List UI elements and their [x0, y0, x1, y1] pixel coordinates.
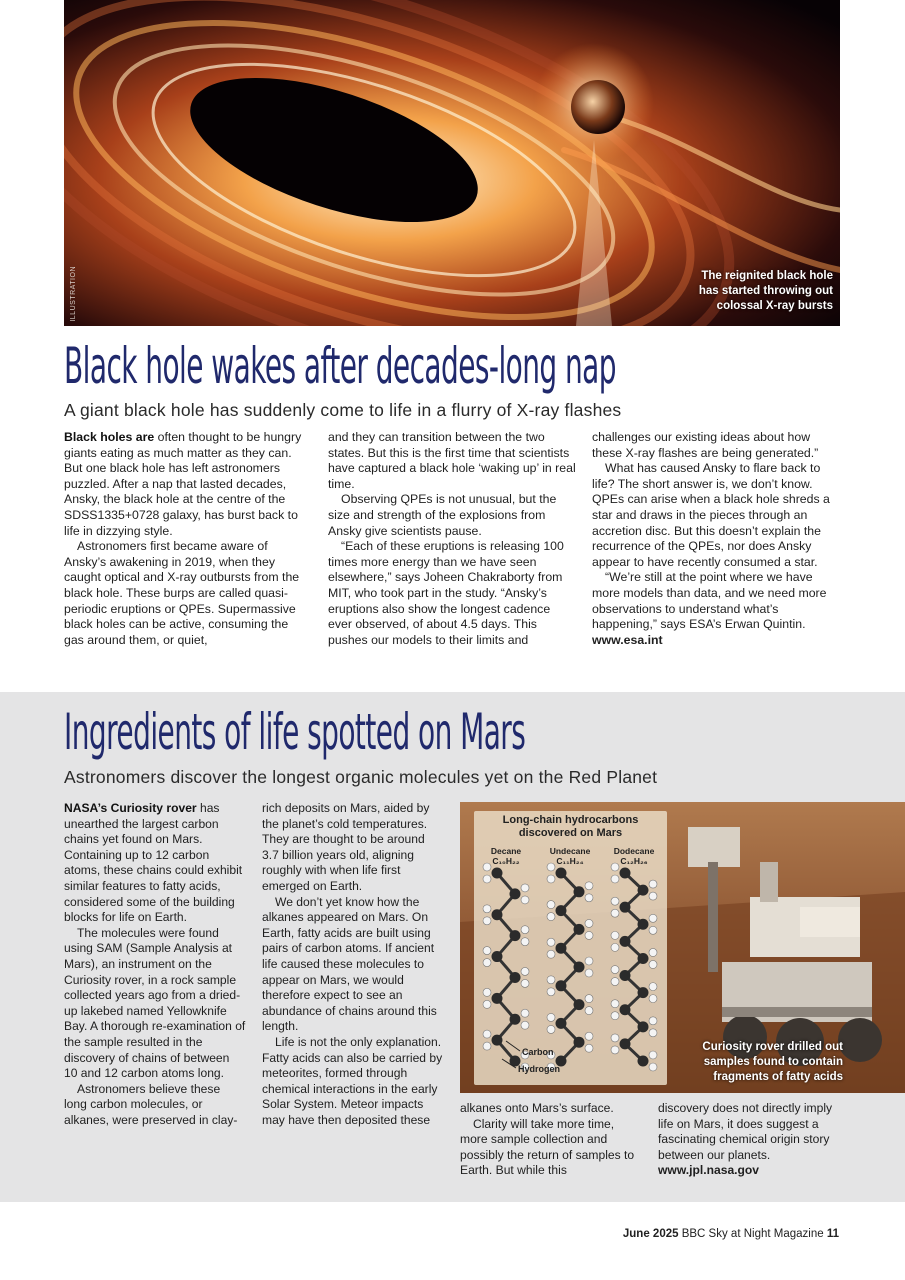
carbon-atom	[492, 909, 503, 920]
illustration-credit: ILLUSTRATION	[70, 266, 77, 322]
hero-caption: The reignited black hole has started throwing out colossal X-ray bursts	[698, 270, 833, 312]
paragraph: We don’t yet know how the alkanes appeared on Mars. On Earth, fatty acids are built using pairs of carbon atoms. If ancient life caused these molecules to appear on Mars, we would therefore expect to see an abundance of chains around this length.	[262, 894, 437, 1034]
legend-pointer	[506, 1041, 520, 1051]
hydrogen-atom	[611, 943, 619, 951]
hydrogen-atom	[483, 1000, 491, 1008]
article2-column-3	[460, 1101, 642, 1179]
paragraph: Astronomers first became aware of Ansky’s awakening in 2019, when they caught optical and X-ray outbursts from the black hole. These burps are called quasi-periodic eruptions or QPEs. Supermassive black holes can be active, consuming the gas around them, or quiet,	[64, 539, 300, 647]
carbon-atom	[574, 999, 585, 1010]
headline-mars: Ingredients of life spotted on Mars	[64, 703, 526, 761]
hydrogen-atom	[585, 1007, 593, 1015]
hydrogen-atom	[585, 1032, 593, 1040]
carbon-atom	[510, 930, 521, 941]
carbon-atom	[638, 1056, 649, 1067]
hydrogen-atom	[611, 966, 619, 974]
carbon-atom	[574, 1037, 585, 1048]
hydrogen-atom	[611, 909, 619, 917]
hydrogen-atom	[547, 938, 555, 946]
article1-column-1	[64, 430, 310, 648]
hydrogen-atom	[547, 901, 555, 909]
hydrogen-atom	[483, 959, 491, 967]
hydrogen-atom	[585, 995, 593, 1003]
carbon-atom	[620, 1004, 631, 1015]
paragraph: What has caused Ansky to flare back to life? The short answer is, we don’t know. QPEs can arise when a black hole shreds a star and draws in the pieces through an accretion disc. But this doesn’t explain the recurrence of the QPEs, nor does Ansky appear to have recently consumed a star.	[592, 461, 830, 569]
hydrogen-atom	[611, 1046, 619, 1054]
article2-column-2	[262, 801, 444, 1128]
hydrogen-atom	[547, 863, 555, 871]
hydrogen-atom	[483, 947, 491, 955]
hydrogen-atom	[483, 863, 491, 871]
carbon-atom	[556, 868, 567, 879]
article2-column-4	[658, 1101, 840, 1179]
hydrogen-atom	[521, 926, 529, 934]
hydrogen-atom	[521, 967, 529, 975]
standfirst-black-hole: A giant black hole has suddenly come to life in a flurry of X-ray flashes	[64, 400, 622, 420]
hydrogen-atom	[649, 1051, 657, 1059]
hydrogen-atom	[547, 1013, 555, 1021]
carbon-atom	[556, 980, 567, 991]
carbon-atom	[492, 993, 503, 1004]
mars-figure	[460, 802, 905, 1093]
hydrogen-atom	[611, 931, 619, 939]
paragraph: rich deposits on Mars, aided by the planet’s cold temperatures. They are thought to be around 3.7 billion years old, aligning roughly with when life first emerged on Earth.	[262, 801, 430, 893]
hydrogen-atom	[611, 1012, 619, 1020]
paragraph: Observing QPEs is not unusual, but the size and strength of the explosions from Ansky give scientists pause.	[328, 492, 557, 538]
chain-formula: C₁₂H₂₆	[620, 856, 648, 866]
carbon-atom	[638, 987, 649, 998]
hydrogen-atom	[649, 960, 657, 968]
legend-carbon: Carbon	[522, 1047, 554, 1057]
carbon-atom	[574, 886, 585, 897]
carbon-atom	[510, 972, 521, 983]
carbon-atom	[574, 962, 585, 973]
paragraph: discovery does not directly imply life on Mars, it does suggest a fascinating chemical origin story between our planets.	[658, 1101, 833, 1162]
paragraph: Life is not the only explanation. Fatty acids can also be carried by meteorites, formed through chemical interactions in the early Solar System. Meteor impacts may have then deposited these	[262, 1034, 443, 1127]
paragraph: Astronomers believe these long carbon molecules, or alkanes, were preserved in clay-	[64, 1081, 238, 1127]
hydrogen-atom	[547, 988, 555, 996]
lead-in: NASA’s Curiosity rover	[64, 801, 197, 815]
paragraph: Clarity will take more time, more sample collection and possibly the return of samples to Earth. But while this	[460, 1116, 635, 1178]
hydrogen-atom	[521, 884, 529, 892]
hydrogen-atom	[521, 1021, 529, 1029]
carbon-atom	[638, 1021, 649, 1032]
hydrogen-atom	[585, 1044, 593, 1052]
hydrogen-atom	[611, 1000, 619, 1008]
hydrogen-atom	[585, 957, 593, 965]
hydrogen-atom	[483, 875, 491, 883]
hydrogen-atom	[649, 948, 657, 956]
diagram-title: Long-chain hydrocarbons discovered on Mars	[502, 814, 639, 839]
chain-name: Undecane	[549, 846, 591, 856]
chain-formula: C₁₁H₂₄	[556, 856, 584, 866]
paragraph: often thought to be hungry giants eating as much matter as they can. But one black hole has left astronomers puzzled. After a nap that lasted decades, Ansky, the black hole at the centre of the SDSS1335+0728 galaxy, has burst back to life in dizzying style.	[64, 430, 302, 538]
paragraph: has unearthed the largest carbon chains yet found on Mars. Containing up to 12 carbon atoms, these chains could exhibit similar features to fatty acids, considered some of the building blocks for life on Earth.	[64, 801, 243, 925]
hydrogen-atom	[521, 896, 529, 904]
chain-name: Decane	[490, 846, 522, 856]
hydrogen-atom	[547, 1025, 555, 1033]
carbon-atom	[492, 951, 503, 962]
carbon-atom	[510, 888, 521, 899]
hydrogen-atom	[585, 969, 593, 977]
hydrogen-atom	[611, 897, 619, 905]
carbon-atom	[620, 868, 631, 879]
hydrogen-atom	[611, 978, 619, 986]
carbon-atom	[620, 1038, 631, 1049]
carbon-atom	[492, 1035, 503, 1046]
carbon-atom	[620, 970, 631, 981]
article1-column-3	[592, 430, 840, 648]
carbon-atom	[556, 905, 567, 916]
hydrogen-atom	[547, 976, 555, 984]
carbon-atom	[638, 919, 649, 930]
hydrogen-atom	[521, 1009, 529, 1017]
source-link[interactable]: www.esa.int	[592, 632, 663, 647]
hydrogen-atom	[649, 880, 657, 888]
issue-date: June 2025	[622, 1228, 679, 1240]
hydrogen-atom	[649, 995, 657, 1003]
carbon-atom	[556, 1018, 567, 1029]
molecule-chains	[474, 811, 667, 1085]
paragraph: alkanes onto Mars’s surface.	[460, 1101, 614, 1115]
paragraph: challenges our existing ideas about how these X-ray flashes are being generated.”	[592, 430, 819, 460]
hydrogen-atom	[585, 894, 593, 902]
paragraph: and they can transition between the two states. But this is the first time that scientists have captured a black hole ‘waking up’ in real time.	[328, 430, 576, 491]
hydrogen-atom	[585, 882, 593, 890]
hydrogen-atom	[483, 1042, 491, 1050]
hydrogen-atom	[547, 875, 555, 883]
carbon-atom	[492, 868, 503, 879]
magazine-name: BBC Sky at Night Magazine	[681, 1228, 824, 1240]
standfirst-mars: Astronomers discover the longest organic molecules yet on the Red Planet	[64, 767, 658, 787]
carbon-atom	[620, 902, 631, 913]
carbon-atom	[620, 936, 631, 947]
chain-name: Dodecane	[613, 846, 655, 856]
carbon-atom	[574, 924, 585, 935]
hydrogen-atom	[547, 950, 555, 958]
hydrogen-atom	[483, 917, 491, 925]
headline-black-hole: Black hole wakes after decades-long nap	[64, 337, 616, 395]
paragraph: “We’re still at the point where we have more models than data, and we need more observations to understand what’s happening,” says ESA’s Erwan Quintin.	[592, 570, 827, 632]
hydrogen-atom	[649, 892, 657, 900]
article2-column-1	[64, 801, 246, 1128]
carbon-atom	[556, 943, 567, 954]
legend-hydrogen: Hydrogen	[518, 1064, 561, 1074]
hydrogen-atom	[649, 914, 657, 922]
hydrogen-atom	[585, 931, 593, 939]
hydrogen-atom	[483, 1030, 491, 1038]
page-number: 11	[826, 1228, 839, 1240]
source-link[interactable]: www.jpl.nasa.gov	[658, 1163, 760, 1178]
carbon-atom	[638, 953, 649, 964]
carbon-atom	[510, 1014, 521, 1025]
hydrogen-atom	[649, 983, 657, 991]
hydrogen-atom	[585, 919, 593, 927]
mars-caption: Curiosity rover drilled out samples found to contain fragments of fatty acids	[702, 1041, 843, 1083]
article1-column-2	[328, 430, 576, 648]
hydrogen-atom	[521, 938, 529, 946]
hydrogen-atom	[521, 979, 529, 987]
lead-in: Black holes are	[64, 430, 155, 444]
hydrogen-atom	[483, 905, 491, 913]
hydrogen-atom	[611, 1034, 619, 1042]
hydrogen-atom	[649, 926, 657, 934]
hydrogen-atom	[611, 863, 619, 871]
hydrogen-atom	[649, 1029, 657, 1037]
carbon-atom	[638, 885, 649, 896]
hydrocarbon-diagram	[474, 811, 667, 1085]
hydrogen-atom	[649, 1017, 657, 1025]
hydrogen-atom	[611, 875, 619, 883]
hydrogen-atom	[649, 1063, 657, 1071]
paragraph: “Each of these eruptions is releasing 100 times more energy than we have seen elsewhere,” says Joheen Chakraborty from MIT, who took part in the study. “Ansky’s eruptions also show the longest cadence ever observed, of about 4.5 days. This pushes our models to their limits and	[328, 539, 564, 647]
page-footer	[623, 1228, 839, 1240]
hydrogen-atom	[483, 988, 491, 996]
hydrogen-atom	[547, 913, 555, 921]
paragraph: The molecules were found using SAM (Sample Analysis at Mars), an instrument on the Curiosity rover, in a rock sample collected years ago from a dried-up lakebed named Yellowknife Bay. A thorough re-examination of the sample resulted in the discovery of chains of between 10 and 12 carbon atoms long.	[64, 925, 246, 1081]
chain-formula: C₁₀H₂₂	[492, 856, 520, 866]
